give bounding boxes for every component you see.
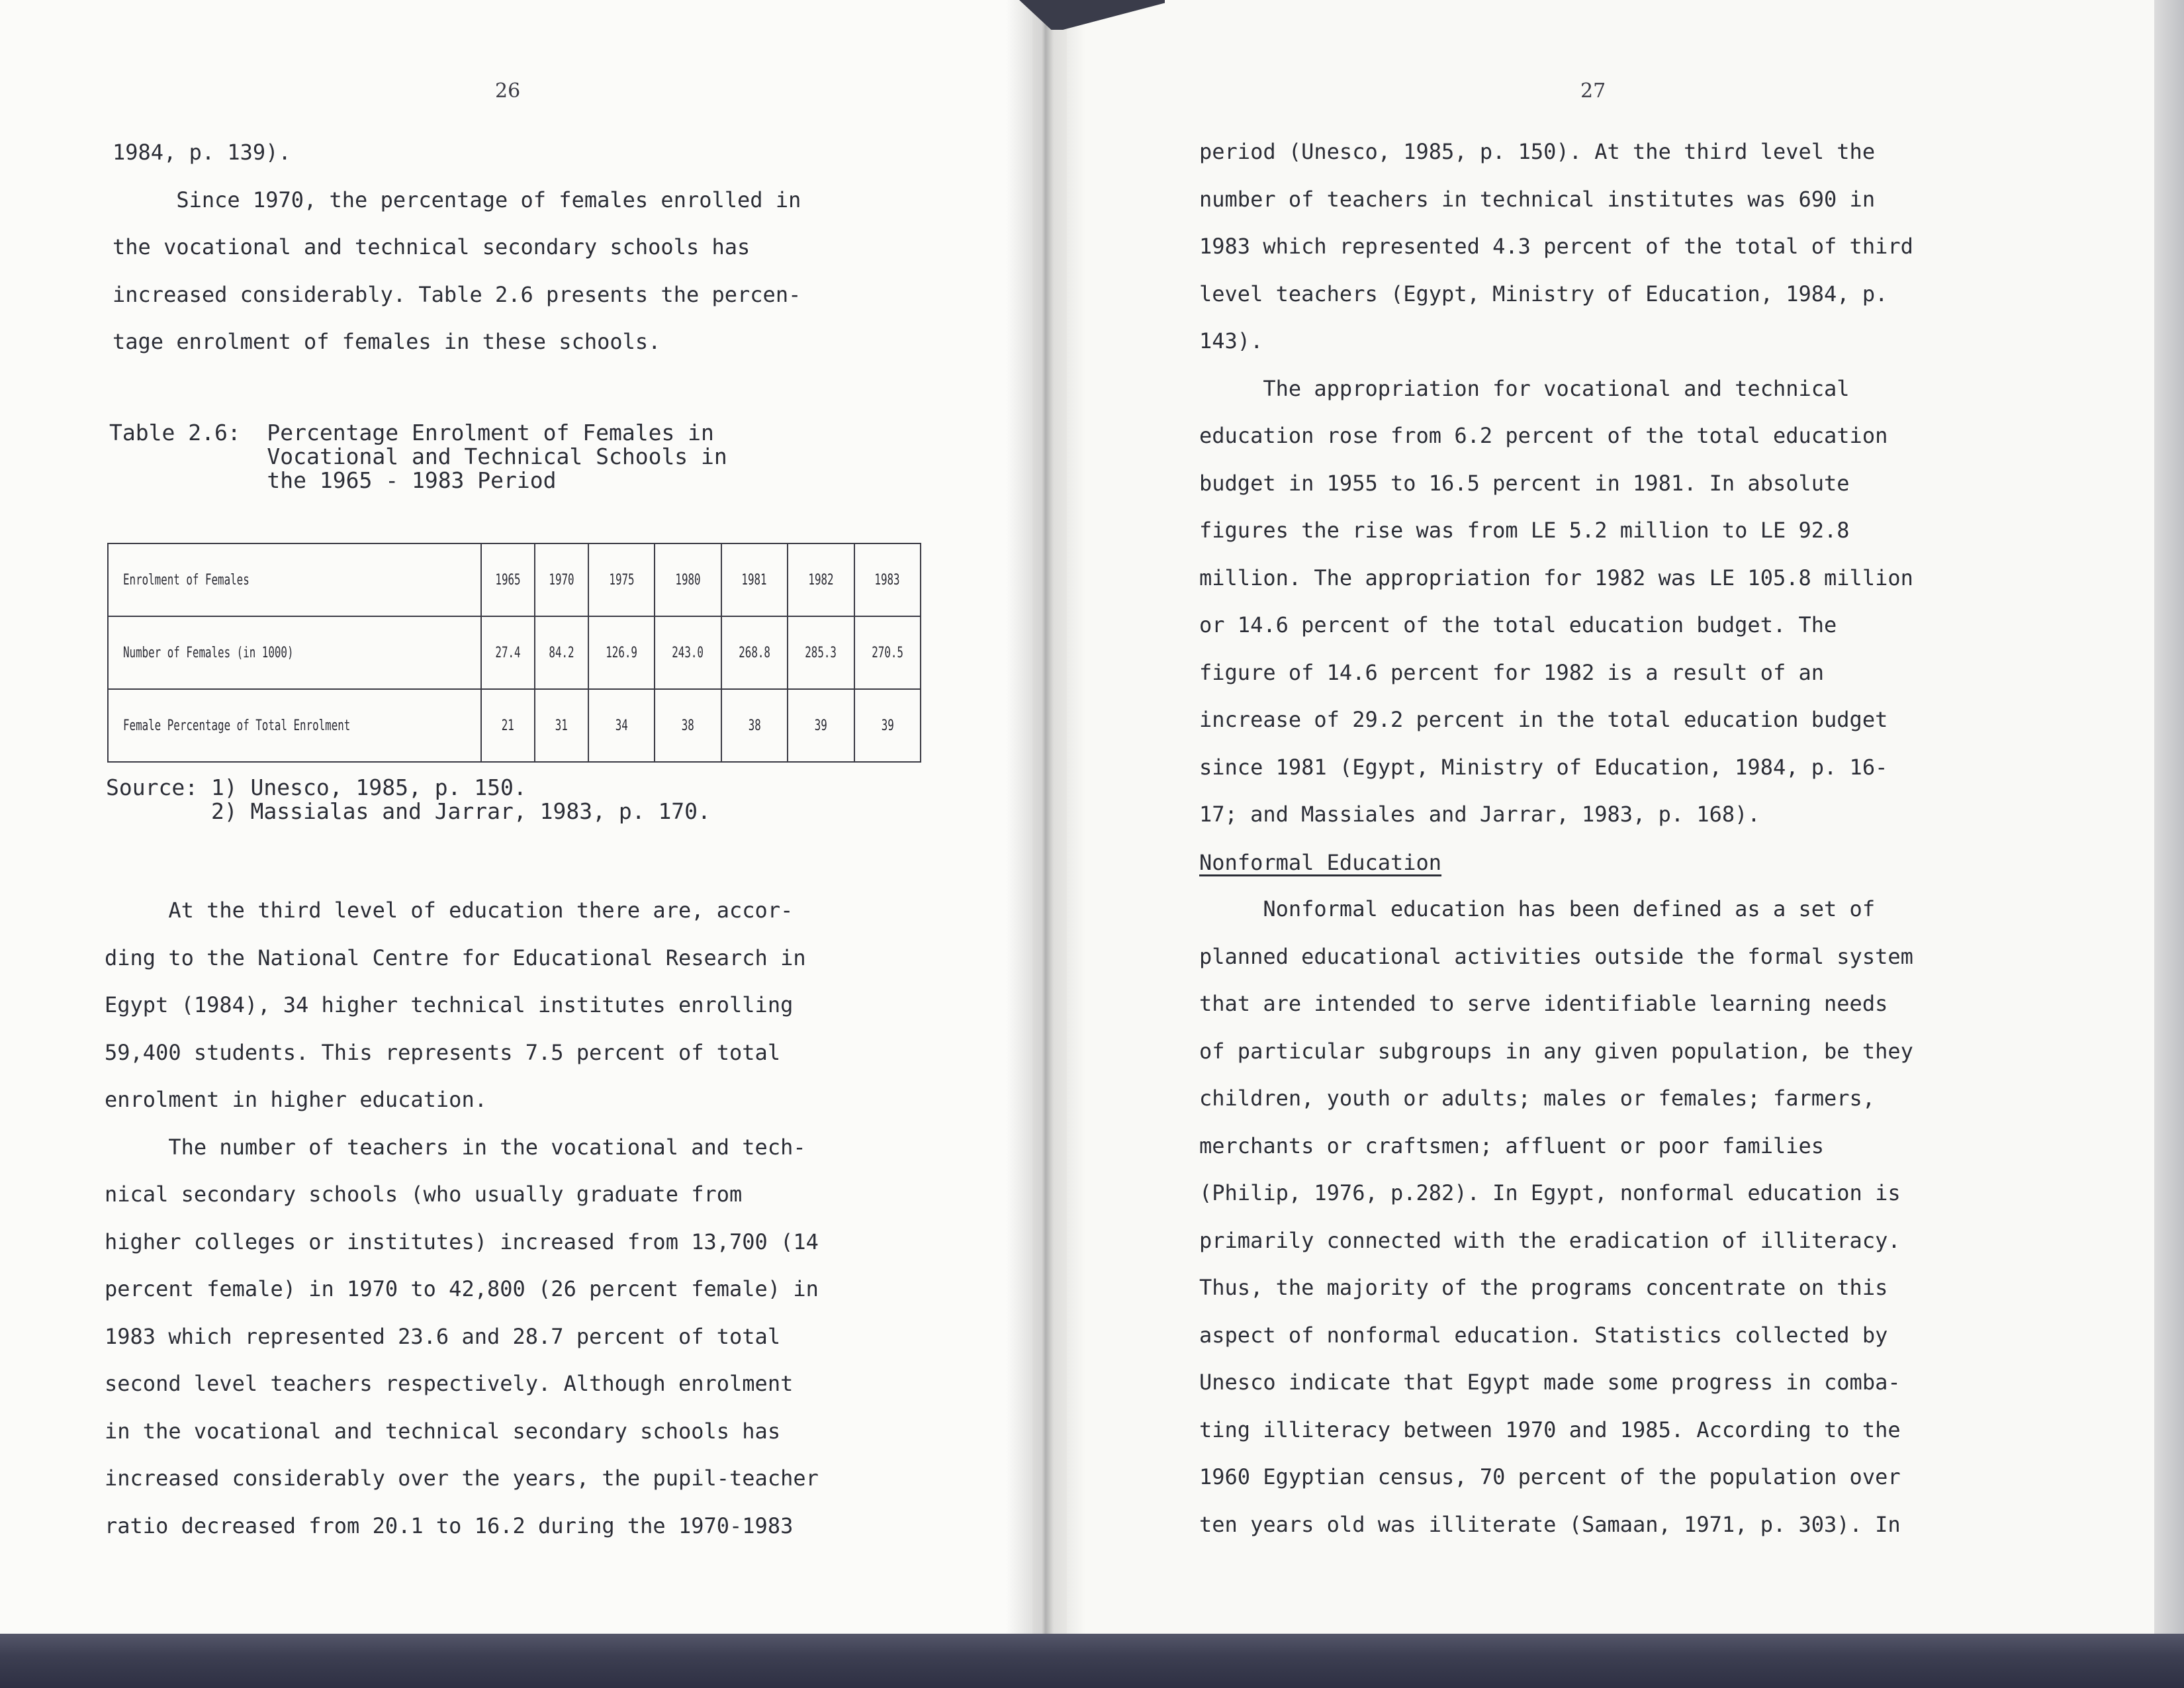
section-heading-nonformal-education: Nonformal Education bbox=[1199, 850, 1442, 875]
text-line: or 14.6 percent of the total education budget. The bbox=[1199, 612, 1837, 637]
text-line: Unesco indicate that Egypt made some progress in comba- bbox=[1199, 1370, 1901, 1395]
text-line: The appropriation for vocational and technical bbox=[1199, 375, 1850, 401]
scanner-bottom-band bbox=[0, 1634, 2184, 1688]
table-year-header: 1982 bbox=[788, 543, 854, 616]
text-line: At the third level of education there are, accor- bbox=[105, 898, 794, 923]
text-line: increase of 29.2 percent in the total education budget bbox=[1199, 707, 1888, 732]
right-body-paragraphs bbox=[1199, 886, 1913, 1548]
text-line: budget in 1955 to 16.5 percent in 1981. In absolute bbox=[1199, 470, 1850, 496]
text-line: figures the rise was from LE 5.2 million to LE 92.8 bbox=[1199, 518, 1850, 543]
table-year-header: 1970 bbox=[535, 543, 588, 616]
table-cell: 285.3 bbox=[788, 616, 854, 689]
text-line: level teachers (Egypt, Ministry of Education, 1984, p. bbox=[1199, 281, 1888, 306]
table-cell: 84.2 bbox=[535, 616, 588, 689]
table-source-note bbox=[106, 776, 711, 823]
table-year-header: 1981 bbox=[721, 543, 788, 616]
table-year-header: 1983 bbox=[854, 543, 921, 616]
table-cell: 126.9 bbox=[588, 616, 655, 689]
text-line: (Philip, 1976, p.282). In Egypt, nonformal education is bbox=[1199, 1180, 1901, 1205]
text-line: 59,400 students. This represents 7.5 percent of total bbox=[105, 1039, 781, 1065]
text-line: planned educational activities outside the formal system bbox=[1199, 943, 1913, 969]
text-line: Source: 1) Unesco, 1985, p. 150. bbox=[106, 774, 527, 800]
table-caption bbox=[109, 421, 727, 492]
book-gutter bbox=[1006, 0, 1085, 1635]
text-line: Nonformal education has been defined as a set of bbox=[1199, 896, 1876, 921]
left-body-paragraphs bbox=[105, 887, 819, 1550]
text-line: nical secondary schools (who usually graduate from bbox=[105, 1182, 743, 1207]
text-line: Vocational and Technical Schools in bbox=[109, 444, 727, 469]
text-line: since 1981 (Egypt, Ministry of Education, 1984, p. 16- bbox=[1199, 754, 1888, 780]
table-year-header: 1975 bbox=[588, 543, 655, 616]
text-line: Since 1970, the percentage of females enrolled in bbox=[113, 187, 801, 212]
text-line: 1984, p. 139). bbox=[113, 140, 291, 165]
text-line: 17; and Massiales and Jarrar, 1983, p. 168). bbox=[1199, 802, 1760, 827]
table-cell: 38 bbox=[655, 689, 721, 762]
table-header-row bbox=[108, 543, 921, 616]
text-line: higher colleges or institutes) increased from 13,700 (14 bbox=[105, 1229, 819, 1254]
table-cell: 31 bbox=[535, 689, 588, 762]
text-line: Thus, the majority of the programs concentrate on this bbox=[1199, 1275, 1888, 1300]
table-row bbox=[108, 689, 921, 762]
table-cell: 39 bbox=[854, 689, 921, 762]
text-line: percent female) in 1970 to 42,800 (26 percent female) in bbox=[105, 1276, 819, 1301]
text-line: children, youth or adults; males or females; farmers, bbox=[1199, 1086, 1876, 1111]
text-line: enrolment in higher education. bbox=[105, 1087, 487, 1112]
text-line: increased considerably over the years, the pupil-teacher bbox=[105, 1466, 819, 1491]
text-line: number of teachers in technical institutes was 690 in bbox=[1199, 186, 1876, 212]
text-line: aspect of nonformal education. Statistics collected by bbox=[1199, 1322, 1888, 1348]
text-line: merchants or craftsmen; affluent or poor families bbox=[1199, 1133, 1825, 1158]
table-cell: 270.5 bbox=[854, 616, 921, 689]
text-line: 1960 Egyptian census, 70 percent of the population over bbox=[1199, 1464, 1901, 1489]
table-row bbox=[108, 616, 921, 689]
text-line: 2) Massialas and Jarrar, 1983, p. 170. bbox=[106, 798, 711, 824]
page-number-right: 27 bbox=[1580, 79, 1606, 103]
page-number-left: 26 bbox=[495, 79, 521, 103]
text-line: of particular subgroups in any given population, be they bbox=[1199, 1038, 1913, 1064]
text-line: 1983 which represented 23.6 and 28.7 percent of total bbox=[105, 1323, 781, 1349]
text-line: second level teachers respectively. Although enrolment bbox=[105, 1371, 794, 1396]
text-line: 143). bbox=[1199, 328, 1263, 353]
table-cell: 27.4 bbox=[481, 616, 535, 689]
table-year-header: 1980 bbox=[655, 543, 721, 616]
table-cell: 38 bbox=[721, 689, 788, 762]
right-page-edge bbox=[2154, 0, 2184, 1635]
table-cell: 39 bbox=[788, 689, 854, 762]
text-line: Table 2.6: Percentage Enrolment of Females in bbox=[109, 420, 714, 445]
table-row-label: Number of Females (in 1000) bbox=[108, 616, 481, 689]
text-line: Egypt (1984), 34 higher technical institutes enrolling bbox=[105, 992, 794, 1017]
text-line: million. The appropriation for 1982 was LE 105.8 million bbox=[1199, 565, 1913, 590]
text-line: tage enrolment of females in these schools. bbox=[113, 329, 661, 354]
text-line: the 1965 - 1983 Period bbox=[109, 467, 557, 493]
table-cell: 243.0 bbox=[655, 616, 721, 689]
text-line: ratio decreased from 20.1 to 16.2 during the 1970-1983 bbox=[105, 1513, 794, 1538]
text-line: ten years old was illiterate (Samaan, 1971, p. 303). In bbox=[1199, 1511, 1901, 1537]
text-line: primarily connected with the eradication of illiteracy. bbox=[1199, 1227, 1901, 1253]
table-cell: 268.8 bbox=[721, 616, 788, 689]
left-intro-paragraph bbox=[113, 129, 801, 366]
female-enrolment-table bbox=[107, 543, 921, 763]
table-year-header: 1965 bbox=[481, 543, 535, 616]
table-row-label: Female Percentage of Total Enrolment bbox=[108, 689, 481, 762]
text-line: The number of teachers in the vocational and tech- bbox=[105, 1134, 806, 1160]
text-line: figure of 14.6 percent for 1982 is a result of an bbox=[1199, 659, 1825, 685]
text-line: ting illiteracy between 1970 and 1985. According to the bbox=[1199, 1417, 1901, 1442]
text-line: period (Unesco, 1985, p. 150). At the third level the bbox=[1199, 139, 1876, 164]
table-cell: 21 bbox=[481, 689, 535, 762]
table-cell: 34 bbox=[588, 689, 655, 762]
text-line: that are intended to serve identifiable learning needs bbox=[1199, 991, 1888, 1016]
text-line: 1983 which represented 4.3 percent of the total of third bbox=[1199, 234, 1913, 259]
right-top-paragraphs bbox=[1199, 128, 1913, 839]
text-line: the vocational and technical secondary schools has bbox=[113, 234, 751, 259]
text-line: increased considerably. Table 2.6 presents the percen- bbox=[113, 281, 801, 307]
text-line: education rose from 6.2 percent of the total education bbox=[1199, 423, 1888, 448]
text-line: ding to the National Centre for Educational Research in bbox=[105, 945, 806, 970]
text-line: in the vocational and technical secondary schools has bbox=[105, 1418, 781, 1444]
table-header-label: Enrolment of Females bbox=[108, 543, 481, 616]
